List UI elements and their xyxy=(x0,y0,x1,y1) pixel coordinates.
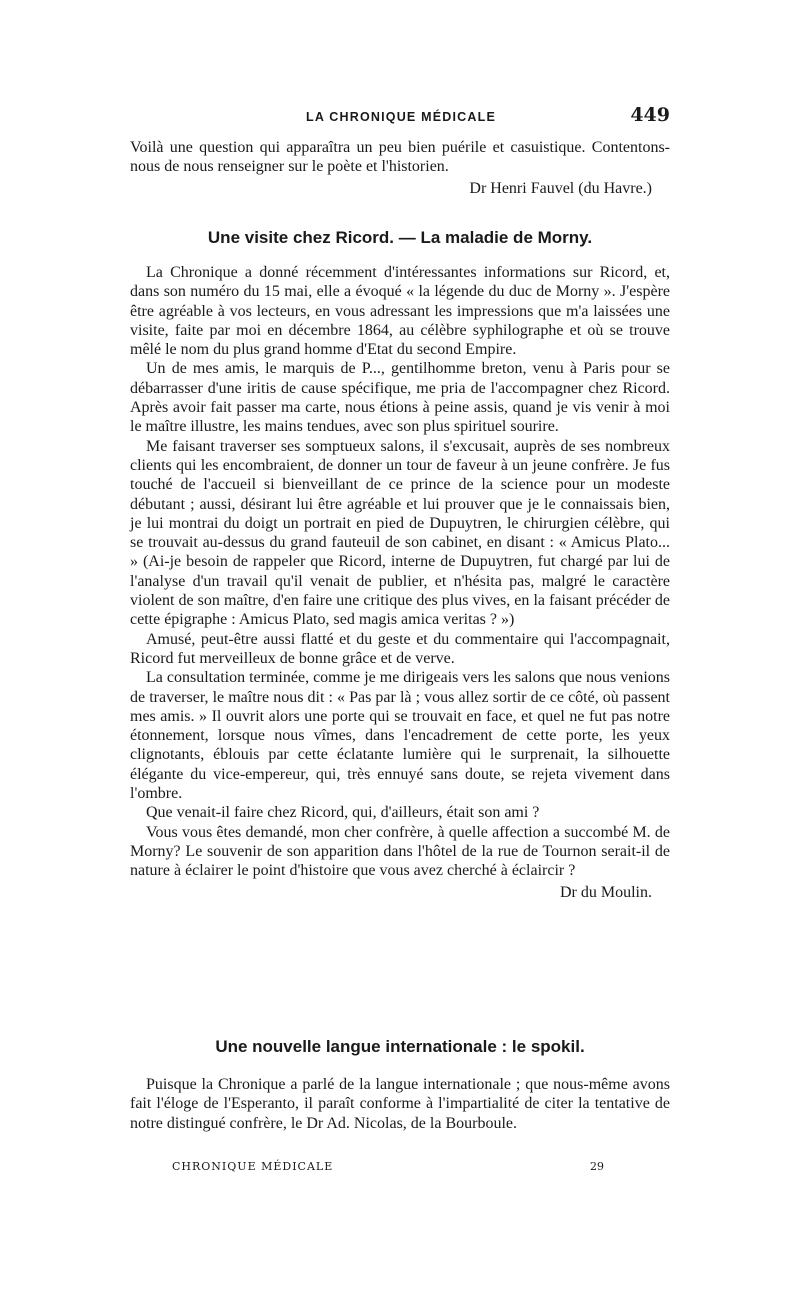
article-paragraph: Vous vous êtes demandé, mon cher confrère, à quelle affection a succombé M. de Morny? Le souvenir de son apparition dans l'hôtel de la rue de Tournon serait-il de nature à éclairer le point d'histoire que vous avez cherché à éclaircir ? xyxy=(130,823,670,880)
article-spokil xyxy=(130,1075,670,1133)
article-paragraph: La Chronique a donné récemment d'intéressantes informations sur Ricord, et, dans son numéro du 15 mai, elle a évoqué « la légende du duc de Morny ». J'espère être agréable à vos lecteurs, en vous adressant les impressions que m'a laissées une visite, faite par moi en décembre 1864, au célèbre syphilographe et où se trouve mêlé le nom du plus grand homme d'Etat du second Empire. xyxy=(130,264,670,359)
sheet-number: 29 xyxy=(590,1160,604,1173)
section-heading-spokil: Une nouvelle langue internationale : le spokil. xyxy=(215,1037,585,1056)
running-header xyxy=(130,104,670,128)
article-ricord xyxy=(130,263,670,902)
signature-mark: CHRONIQUE MÉDICALE xyxy=(172,1160,334,1173)
intro-signature: Dr Henri Fauvel (du Havre.) xyxy=(469,179,652,197)
article-paragraph: Que venait-il faire chez Ricord, qui, d'ailleurs, était son ami ? xyxy=(146,804,540,822)
page-number: 449 xyxy=(630,104,670,126)
section-heading-ricord: Une visite chez Ricord. — La maladie de Morny. xyxy=(207,228,593,247)
journal-title: LA CHRONIQUE MÉDICALE xyxy=(306,110,497,124)
intro-block xyxy=(130,138,670,198)
article-paragraph: Me faisant traverser ses somptueux salons, il s'excusait, auprès de ses nombreux clients qui les encombraient, de donner un tour de faveur à un jeune confrère. Je fus touché de l'accueil si bienveillant de ce prince de la science pour un modeste débutant ; aussi, désirant lui être agréable et lui prouver que je le connaissais bien, je lui montrai du doigt un portrait en pied de Dupuytren, le chirurgien célèbre, qui se trouvait au-dessus du grand fauteuil de son cabinet, en disant : « Amicus Plato... » (Ai-je besoin de rappeler que Ricord, interne de Dupuytren, fut chargé par lui de l'analyse d'un travail qu'il venait de publier, et n'hésita pas, malgré le caractère violent de son maître, d'en faire une critique des plus vives, en la faisant précéder de cette épigraphe : Amicus Plato, sed magis amica veritas ? ») xyxy=(130,437,670,629)
page-footer xyxy=(130,1160,670,1178)
article-paragraph: Un de mes amis, le marquis de P..., gentilhomme breton, venu à Paris pour se débarrasser d'une iritis de cause spécifique, me pria de l'accompagner chez Ricord. Après avoir fait passer ma carte, nous étions à peine assis, quand je vis venir à moi le maître illustre, les mains tendues, avec son plus spirituel sourire. xyxy=(130,360,670,436)
article-signature: Dr du Moulin. xyxy=(560,883,652,901)
article-paragraph: La consultation terminée, comme je me dirigeais vers les salons que nous venions de traverser, le maître nous dit : « Pas par là ; vous allez sortir de ce côté, où passent mes amis. » Il ouvrit alors une porte qui se trouvait en face, et quel ne fut pas notre étonnement, lorsque nous vîmes, dans l'encadrement de cette porte, les yeux clignotants, éblouis par cette éclatante lumière qui le surprenait, la silhouette élégante du vice-empereur, qui, très ennuyé sans doute, se rejeta vivement dans l'ombre. xyxy=(130,669,670,803)
article-paragraph: Puisque la Chronique a parlé de la langue internationale ; que nous-même avons fait l'éloge de l'Esperanto, il paraît conforme à l'impartialité de citer la tentative de notre distingué confrère, le Dr Ad. Nicolas, de la Bourboule. xyxy=(130,1076,670,1132)
article-paragraph: Amusé, peut-être aussi flatté et du geste et du commentaire qui l'accompagnait, Ricord fut merveilleux de bonne grâce et de verve. xyxy=(130,630,670,667)
intro-paragraph: Voilà une question qui apparaîtra un peu bien puérile et casuistique. Contentons-nous de nous renseigner sur le poète et l'historien. xyxy=(130,139,670,176)
